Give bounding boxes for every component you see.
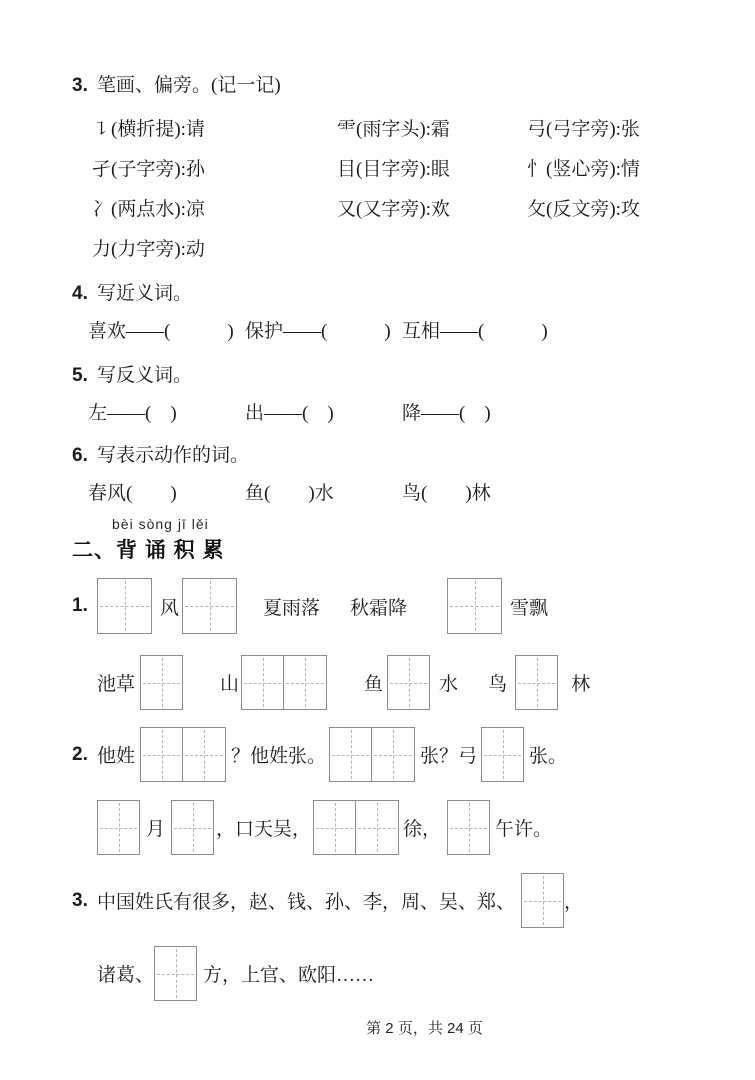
writing-grid (140, 727, 226, 782)
part-2-heading: 二、背 诵 积 累 (72, 539, 225, 562)
item-number: 3. (72, 889, 88, 911)
writing-grid (447, 578, 502, 634)
writing-grid (97, 800, 140, 855)
section-number: 5. (72, 365, 88, 386)
writing-grid (140, 655, 183, 710)
radical-entry: 弓(弓字旁):张 (527, 119, 640, 140)
writing-grid (313, 800, 399, 855)
item-text: 池草 (97, 674, 136, 695)
item-text: 张。 (529, 746, 568, 767)
action-word-blank: 春风( ) (88, 482, 177, 504)
item-text: 雪飘 (510, 597, 549, 619)
writing-grid-cell (447, 800, 490, 855)
recite-item-2-line-2 (97, 800, 721, 855)
section-title: 写反义词。 (97, 365, 193, 386)
recite-item-1-line-2 (97, 655, 721, 710)
item-text: 山 (220, 674, 240, 695)
item-text: 他姓 (97, 746, 136, 767)
action-word-blank: 鸟( )林 (402, 482, 491, 504)
antonym-row (88, 398, 721, 424)
writing-grid-cell (97, 800, 140, 855)
writing-grid-cell (521, 873, 564, 928)
writing-grid (97, 578, 152, 634)
radical-entry: ㇊(横折提):请 (92, 119, 205, 140)
item-text: 诸葛、 (97, 965, 155, 986)
writing-grid-cell (447, 578, 502, 634)
item-text: 秋霜降 (350, 597, 408, 619)
synonym-blank: 互相——( ) (402, 320, 548, 342)
item-text: ？他姓张。 (231, 746, 327, 767)
item-text: 水 (439, 674, 459, 695)
writing-grid (154, 946, 197, 1001)
writing-grid-cell (329, 727, 372, 782)
action-word-blank: 鱼( )水 (245, 482, 334, 504)
writing-grid-cell (356, 800, 399, 855)
synonym-blank: 喜欢——( ) (88, 320, 234, 342)
writing-grid (182, 578, 237, 634)
section-number: 6. (72, 445, 88, 466)
section-number: 4. (72, 283, 88, 304)
item-text: 夏雨落 (263, 597, 321, 619)
section-3-heading (72, 70, 721, 96)
section-title: 写表示动作的词。 (97, 445, 250, 466)
action-word-row (88, 478, 721, 504)
writing-grid (521, 873, 564, 928)
item-number: 1. (72, 595, 88, 616)
writing-grid-cell (515, 655, 558, 710)
writing-grid (241, 655, 327, 710)
pinyin-annotation: bèi sòng jī lěi (112, 516, 209, 532)
item-text: ，口天吴， (216, 819, 312, 840)
item-text: 张？弓 (420, 746, 478, 767)
writing-grid (387, 655, 430, 710)
writing-grid-cell (171, 800, 214, 855)
item-text: 鸟 (488, 674, 508, 695)
radical-entry: ⻗(雨字头):霜 (337, 119, 450, 140)
radical-list (92, 110, 721, 270)
writing-grid-cell (387, 655, 430, 710)
antonym-blank: 出——( ) (245, 402, 334, 424)
item-text: 方，上官、欧阳…… (203, 965, 375, 986)
writing-grid-cell (372, 727, 415, 782)
writing-grid-cell (97, 578, 152, 634)
item-text: 月 (146, 819, 166, 840)
section-5-heading (72, 360, 721, 386)
writing-grid-cell (241, 655, 284, 710)
writing-grid-cell (140, 727, 183, 782)
recite-item-3-line-1 (72, 873, 721, 928)
item-text: 中国姓氏有很多，赵、钱、孙、李，周、吴、郑、 (97, 892, 516, 913)
radical-entry: 目(目字旁):眼 (337, 159, 450, 180)
section-title: 笔画、偏旁。(记一记) (97, 75, 281, 96)
synonym-blank: 保护——( ) (245, 320, 391, 342)
synonym-row (88, 316, 721, 342)
section-6-heading (72, 440, 721, 466)
radical-entry: 又(又字旁):欢 (337, 199, 450, 220)
radical-entry: 力(力字旁):动 (92, 239, 205, 260)
writing-grid-cell (140, 655, 183, 710)
antonym-blank: 降——( ) (402, 402, 491, 424)
writing-grid-cell (154, 946, 197, 1001)
section-title: 写近义词。 (97, 283, 193, 304)
radical-entry: 攵(反文旁):攻 (527, 199, 640, 220)
writing-grid (515, 655, 558, 710)
radical-entry: 冫(两点水):凉 (92, 199, 205, 220)
writing-grid-cell (182, 578, 237, 634)
page-footer: 第 2 页，共 24 页 (366, 1020, 483, 1037)
item-text: ， (564, 892, 584, 913)
item-number: 2. (72, 743, 88, 765)
writing-grid (329, 727, 415, 782)
recite-item-1-line-1 (72, 578, 721, 634)
item-text: 林 (571, 674, 591, 695)
item-text: 风 (160, 597, 180, 619)
writing-grid-cell (183, 727, 226, 782)
recite-item-2-line-1 (72, 727, 721, 782)
writing-grid-cell (481, 727, 524, 782)
radical-entry: 孑(子字旁):孙 (92, 159, 205, 180)
writing-grid-cell (284, 655, 327, 710)
radical-entry: 忄(竖心旁):情 (527, 159, 640, 180)
section-4-heading (72, 278, 721, 304)
recite-item-3-line-2 (97, 946, 721, 1001)
writing-grid-cell (313, 800, 356, 855)
item-text: 鱼 (364, 674, 384, 695)
item-text: 午许。 (495, 819, 553, 840)
writing-grid (481, 727, 524, 782)
writing-grid (171, 800, 214, 855)
item-text: 徐， (403, 819, 442, 840)
antonym-blank: 左——( ) (88, 402, 177, 424)
section-number: 3. (72, 75, 88, 96)
writing-grid (447, 800, 490, 855)
